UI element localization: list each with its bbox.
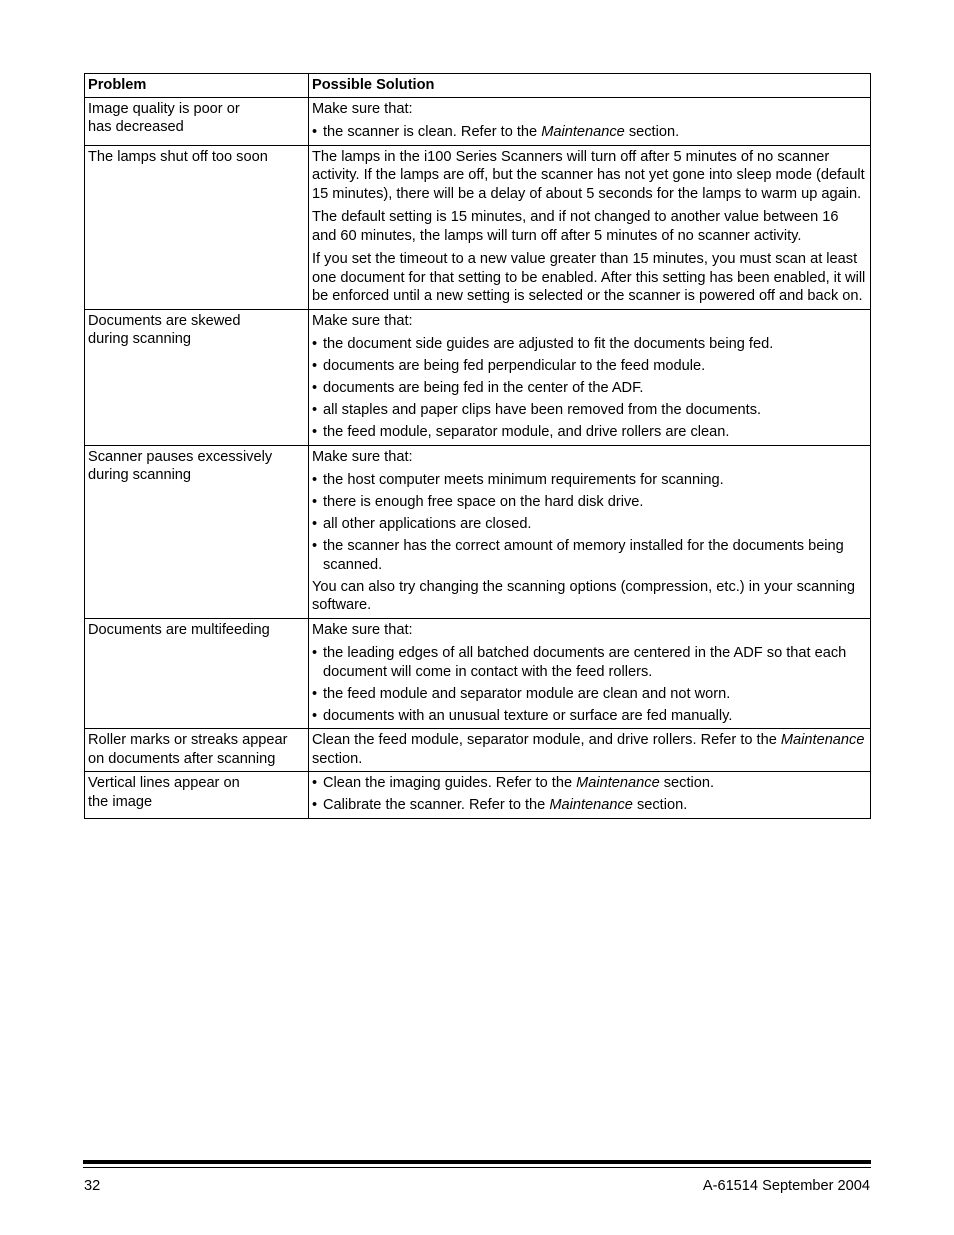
header-problem: Problem bbox=[85, 74, 309, 98]
solution-bullet bbox=[312, 335, 866, 354]
bullet-icon: • bbox=[312, 516, 318, 532]
solution-paragraph: If you set the timeout to a new value greater than 15 minutes, you must scan at least one document for that setting to be enabled. After this setting has been enabled, it will be enforced until a new setting is selected or the scanner is powered off and back on. bbox=[312, 251, 866, 304]
bullet-icon: • bbox=[312, 685, 318, 702]
solution-cell bbox=[309, 618, 871, 729]
solution-bullet bbox=[312, 644, 866, 681]
problem-cell bbox=[85, 309, 309, 445]
section-reference: Maintenance bbox=[549, 797, 633, 813]
table-row bbox=[85, 97, 871, 145]
header-possible-solution: Possible Solution bbox=[309, 74, 871, 98]
solution-cell bbox=[309, 445, 871, 618]
solution-bullet bbox=[312, 774, 866, 793]
bullet-icon: • bbox=[312, 797, 318, 813]
bullet-text bbox=[323, 123, 679, 142]
solution-bullet bbox=[312, 493, 866, 512]
text-segment: the feed module, separator module, and drive rollers are clean. bbox=[323, 424, 730, 440]
solution-bullet bbox=[312, 685, 866, 704]
solution-bullet bbox=[312, 401, 866, 420]
text-segment: Clean the feed module, separator module, and drive rollers. Refer to the bbox=[312, 732, 781, 748]
problem-text: Vertical lines appear on bbox=[88, 775, 240, 791]
problem-text: during scanning bbox=[88, 331, 192, 347]
table-header-row bbox=[85, 74, 871, 98]
bullet-text bbox=[323, 685, 730, 704]
bullet-icon: • bbox=[312, 472, 318, 488]
bullet-icon: • bbox=[312, 494, 318, 510]
solution-bullet bbox=[312, 471, 866, 490]
text-segment: all staples and paper clips have been removed from the documents. bbox=[323, 402, 762, 418]
text-segment: the scanner is clean. Refer to the bbox=[323, 124, 542, 140]
bullet-icon: • bbox=[312, 124, 318, 140]
text-segment: the document side guides are adjusted to fit the documents being fed. bbox=[323, 336, 774, 352]
text-segment: documents with an unusual texture or surface are fed manually. bbox=[323, 707, 733, 724]
bullet-icon: • bbox=[312, 424, 318, 440]
solution-paragraph: Make sure that: bbox=[312, 312, 413, 329]
solution-paragraph: The default setting is 15 minutes, and if not changed to another value between 16 and 60 minutes, the lamps will turn off after 5 minutes of no scanner activity. bbox=[312, 209, 839, 244]
problem-text: the image bbox=[88, 793, 153, 810]
bullet-text bbox=[323, 357, 705, 376]
solution-bullet bbox=[312, 357, 866, 376]
text-segment: the feed module and separator module are clean and not worn. bbox=[323, 685, 731, 702]
solution-paragraph: You can also try changing the scanning options (compression, etc.) in your scanning software. bbox=[312, 578, 855, 613]
problem-cell bbox=[85, 97, 309, 145]
bullet-icon: • bbox=[312, 645, 318, 661]
table-row bbox=[85, 618, 871, 729]
document-id-date: A-61514 September 2004 bbox=[702, 1178, 870, 1194]
troubleshooting-table bbox=[84, 73, 871, 819]
bullet-text bbox=[323, 471, 724, 490]
text-segment: the host computer meets minimum requirements for scanning. bbox=[323, 472, 724, 488]
problem-text: on documents after scanning bbox=[88, 750, 276, 767]
solution-paragraph: Make sure that: bbox=[312, 621, 413, 638]
text-segment: section. bbox=[659, 775, 715, 791]
solution-cell bbox=[309, 729, 871, 772]
bullet-text bbox=[323, 493, 643, 512]
problem-cell bbox=[85, 772, 309, 819]
problem-text: during scanning bbox=[88, 467, 192, 483]
text-segment: Calibrate the scanner. Refer to the bbox=[323, 797, 550, 813]
solution-paragraph bbox=[312, 731, 866, 768]
solution-cell bbox=[309, 309, 871, 445]
table-row bbox=[85, 309, 871, 445]
bullet-text bbox=[323, 335, 773, 354]
solution-bullet bbox=[312, 707, 866, 726]
solution-bullet bbox=[312, 123, 866, 142]
table-row bbox=[85, 729, 871, 772]
table-row bbox=[85, 145, 871, 309]
section-reference: Maintenance bbox=[780, 732, 865, 748]
text-segment: Clean the imaging guides. Refer to the bbox=[323, 775, 577, 791]
solution-bullet bbox=[312, 423, 866, 442]
problem-text: Documents are skewed bbox=[88, 312, 241, 329]
solution-cell bbox=[309, 145, 871, 309]
bullet-text bbox=[323, 423, 729, 442]
bullet-text bbox=[323, 644, 866, 681]
solution-paragraph: The lamps in the i100 Series Scanners will turn off after 5 minutes of no scanner activity. If the lamps are off, but the scanner has not yet gone into sleep mode (default 15 minutes), there will be a delay of about 5 seconds for the lamps to warm up again. bbox=[312, 148, 865, 202]
text-segment: there is enough free space on the hard disk drive. bbox=[323, 494, 644, 510]
problem-text: Documents are multifeeding bbox=[88, 621, 270, 638]
problem-text: Scanner pauses excessively bbox=[88, 448, 273, 465]
bullet-icon: • bbox=[312, 707, 318, 724]
bullet-text bbox=[323, 537, 866, 574]
text-segment: documents are being fed in the center of the ADF. bbox=[323, 380, 644, 396]
problem-text: Image quality is poor or bbox=[88, 100, 240, 117]
solution-cell bbox=[309, 772, 871, 819]
section-reference: Maintenance bbox=[541, 124, 625, 140]
bullet-text bbox=[323, 515, 532, 534]
problem-cell bbox=[85, 618, 309, 729]
table-row bbox=[85, 445, 871, 618]
problem-text: Roller marks or streaks appear bbox=[88, 732, 288, 748]
bullet-icon: • bbox=[312, 336, 318, 352]
section-reference: Maintenance bbox=[576, 775, 660, 791]
text-segment: the leading edges of all batched documents are centered in the ADF so that each document will come in contact with the feed rollers. bbox=[323, 645, 847, 680]
text-segment: all other applications are closed. bbox=[323, 516, 532, 532]
text-segment: the scanner has the correct amount of memory installed for the documents being scanned. bbox=[323, 538, 844, 573]
bullet-text bbox=[323, 401, 761, 420]
text-segment: section. bbox=[624, 124, 680, 140]
problem-text: The lamps shut off too soon bbox=[88, 148, 268, 165]
solution-paragraph: Make sure that: bbox=[312, 100, 413, 117]
problem-text: has decreased bbox=[88, 119, 184, 135]
footer-rule-thick bbox=[83, 1160, 871, 1164]
bullet-icon: • bbox=[312, 380, 318, 396]
solution-paragraph: Make sure that: bbox=[312, 448, 413, 465]
text-segment: section. bbox=[312, 750, 363, 767]
text-segment: documents are being fed perpendicular to the feed module. bbox=[323, 358, 706, 374]
problem-cell bbox=[85, 729, 309, 772]
bullet-text bbox=[323, 774, 714, 793]
solution-bullet bbox=[312, 515, 866, 534]
solution-cell bbox=[309, 97, 871, 145]
bullet-icon: • bbox=[312, 402, 318, 418]
solution-bullet bbox=[312, 537, 866, 574]
bullet-text bbox=[323, 707, 732, 726]
table-body bbox=[85, 97, 871, 818]
solution-bullet bbox=[312, 796, 866, 815]
page-number: 32 bbox=[84, 1178, 101, 1194]
bullet-icon: • bbox=[312, 358, 318, 374]
bullet-icon: • bbox=[312, 538, 318, 554]
problem-cell bbox=[85, 145, 309, 309]
solution-bullet bbox=[312, 379, 866, 398]
bullet-text bbox=[323, 379, 643, 398]
table-row bbox=[85, 772, 871, 819]
bullet-text bbox=[323, 796, 687, 815]
text-segment: section. bbox=[632, 797, 688, 813]
bullet-icon: • bbox=[312, 775, 318, 791]
footer-rule-thin bbox=[83, 1167, 871, 1168]
problem-cell bbox=[85, 445, 309, 618]
